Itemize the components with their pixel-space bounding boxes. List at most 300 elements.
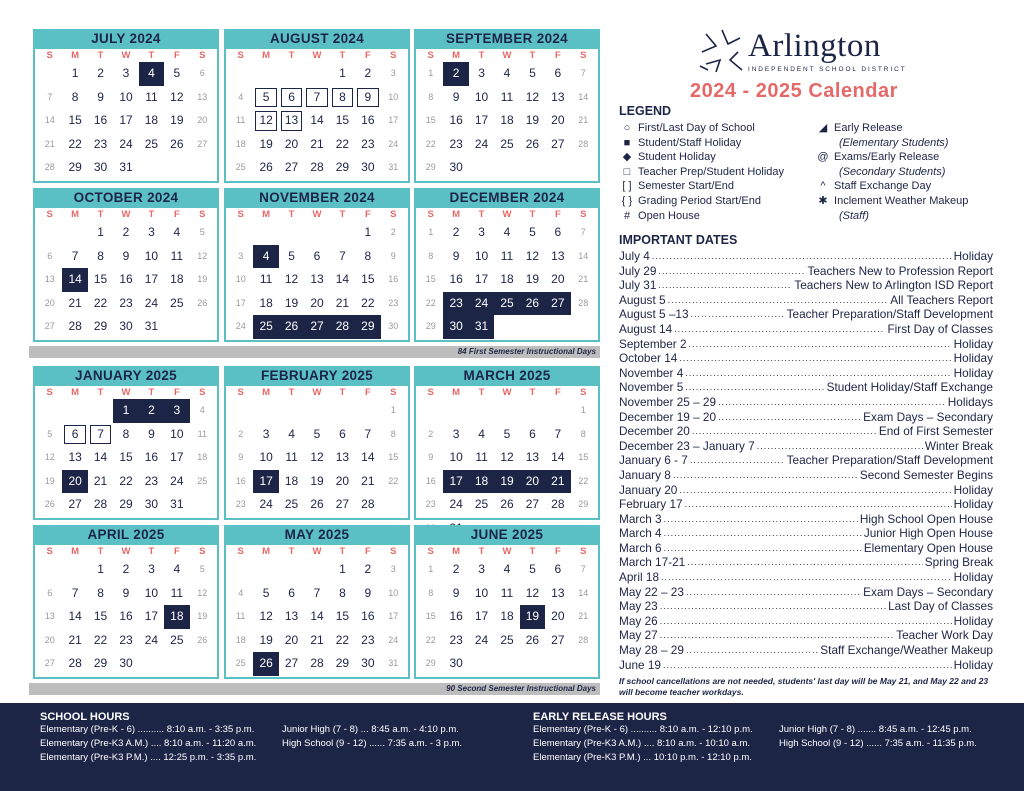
- first-semester-bar: 84 First Semester Instructional Days: [29, 346, 600, 358]
- weekday-label: S: [199, 50, 206, 61]
- school-hours-col2: [282, 723, 462, 751]
- date-label: August 14: [619, 321, 673, 336]
- weekday-label: W: [312, 50, 322, 61]
- day-cell: 13: [44, 611, 55, 622]
- day-cell: 21: [578, 274, 589, 285]
- day-cell: 17: [144, 609, 159, 624]
- day-cell: 5: [262, 585, 270, 600]
- day-cell: 29: [425, 321, 436, 332]
- day-cell: 16: [235, 475, 246, 486]
- weekday-label: T: [97, 209, 104, 220]
- day-cell: 7: [580, 227, 586, 237]
- day-cell: 22: [119, 473, 133, 488]
- day-cell: 18: [197, 452, 208, 463]
- day-cell: 6: [62, 423, 87, 447]
- day-cell: 23: [119, 632, 133, 647]
- day-cell: 11: [500, 248, 514, 263]
- date-event: Holiday: [953, 482, 993, 497]
- day-cell: 15: [425, 611, 436, 622]
- date-label: December 19 – 20: [619, 409, 717, 424]
- date-label: January 8: [619, 467, 671, 482]
- day-cell: 18: [235, 138, 246, 149]
- weekday-label: T: [288, 209, 295, 220]
- day-cell: 1: [390, 405, 396, 415]
- day-cell: 7: [71, 585, 79, 600]
- date-event: Holiday: [953, 365, 993, 380]
- day-cell: 3: [478, 66, 485, 80]
- day-cell: 14: [578, 250, 589, 261]
- day-cell: 17: [474, 272, 489, 287]
- day-cell: 19: [520, 605, 545, 629]
- day-cell: 17: [443, 470, 468, 494]
- day-cell: 9: [122, 585, 130, 600]
- date-label: January 6 - 7: [619, 453, 688, 468]
- month-header: JUNE 2025: [416, 525, 598, 545]
- day-cell: 6: [554, 225, 562, 239]
- leader-dots: [679, 351, 951, 366]
- day-cell: 27: [197, 138, 208, 149]
- day-cell: 18: [170, 272, 184, 287]
- date-event: First Day of Classes: [887, 321, 993, 336]
- leader-dots: [691, 307, 785, 322]
- day-cell: 27: [44, 658, 55, 669]
- day-cell: 12: [253, 109, 278, 133]
- day-cell: 2: [364, 66, 372, 80]
- month-header: AUGUST 2024: [226, 29, 408, 49]
- day-cell: 26: [520, 292, 545, 316]
- month-july-2024: [33, 29, 219, 183]
- day-cell: 12: [259, 609, 273, 624]
- day-cell: 2: [364, 562, 372, 576]
- weekday-label: W: [121, 209, 131, 220]
- legend-item: [815, 150, 968, 165]
- day-cell: 7: [71, 248, 79, 263]
- day-cell: 10: [474, 585, 489, 600]
- weekday-label: T: [478, 209, 485, 220]
- leader-dots: [685, 497, 952, 512]
- weekday-label: S: [199, 546, 206, 557]
- day-cell: 28: [361, 497, 375, 512]
- weekday-label: S: [237, 546, 244, 557]
- month-header: MARCH 2025: [416, 366, 598, 386]
- legend-symbol-icon: ✱: [818, 194, 828, 207]
- date-label: November 4: [619, 365, 684, 380]
- leader-dots: [652, 249, 952, 264]
- weekday-label: S: [427, 387, 434, 398]
- weekday-label: S: [580, 209, 587, 220]
- day-cell: 27: [44, 321, 55, 332]
- day-cell: 23: [361, 632, 375, 647]
- month-june-2025: [414, 525, 600, 679]
- day-cell: 26: [310, 497, 324, 512]
- day-cell: 30: [443, 315, 468, 339]
- day-cell: 26: [170, 136, 184, 151]
- day-cell: 15: [388, 452, 399, 463]
- day-cell: 4: [288, 426, 295, 441]
- hours-line: Elementary (Pre-K3 A.M.) .... 8:10 a.m. - 11:20 a.m.: [40, 738, 257, 749]
- day-cell: 20: [44, 297, 55, 308]
- day-cell: 10: [259, 450, 273, 465]
- weekday-label: W: [121, 50, 131, 61]
- day-cell: 22: [425, 297, 436, 308]
- weekday-label: T: [288, 50, 295, 61]
- early-release-title: EARLY RELEASE HOURS: [533, 711, 667, 723]
- day-cell: 2: [390, 227, 396, 237]
- day-cell: 25: [284, 497, 299, 512]
- day-cell: 21: [310, 136, 324, 151]
- leader-dots: [664, 526, 862, 541]
- day-cell: 22: [578, 475, 589, 486]
- day-cell: 26: [44, 499, 55, 510]
- weekday-label: T: [478, 546, 485, 557]
- date-label: December 20: [619, 424, 690, 439]
- day-cell: 23: [93, 136, 108, 151]
- day-cell: 18: [259, 295, 273, 310]
- leader-dots: [689, 337, 952, 352]
- weekday-label: T: [148, 50, 155, 61]
- day-cell: 15: [361, 272, 375, 287]
- day-cell: 24: [235, 321, 246, 332]
- day-cell: 6: [529, 426, 536, 441]
- day-cell: 12: [44, 452, 55, 463]
- date-label: May 22 – 23: [619, 584, 684, 599]
- month-april-2025: [33, 525, 219, 679]
- weekday-label: M: [71, 387, 80, 398]
- leader-dots: [663, 658, 952, 673]
- day-cell: 7: [364, 426, 372, 441]
- day-cell: 27: [525, 497, 540, 512]
- day-cell: 11: [475, 450, 488, 465]
- important-date-row: [619, 366, 993, 381]
- important-date-row: [619, 658, 993, 673]
- hours-line: Elementary (Pre-K3 P.M.) .... 12:25 p.m. - 3:35 p.m.: [40, 752, 257, 763]
- day-cell: 4: [503, 225, 511, 239]
- day-cell: 28: [93, 497, 108, 512]
- weekday-label: T: [339, 387, 346, 398]
- day-cell: 11: [197, 428, 207, 439]
- day-cell: 1: [428, 227, 434, 237]
- day-cell: 30: [144, 497, 159, 512]
- day-cell: 7: [304, 86, 329, 110]
- day-cell: 13: [551, 248, 565, 263]
- day-cell: 28: [310, 656, 324, 671]
- leader-dots: [664, 541, 862, 556]
- day-cell: 13: [525, 450, 540, 465]
- day-cell: 25: [235, 658, 246, 669]
- legend-symbol-icon: @: [817, 151, 829, 164]
- day-cell: 8: [71, 89, 79, 104]
- day-cell: 14: [361, 450, 375, 465]
- day-cell: 8: [97, 248, 104, 263]
- weekday-label: W: [502, 387, 512, 398]
- day-cell: 22: [335, 136, 350, 151]
- day-cell: 11: [259, 272, 273, 287]
- legend-item: [619, 165, 784, 180]
- day-cell: 30: [449, 160, 463, 175]
- day-cell: 9: [428, 452, 434, 463]
- legend-sublabel: (Elementary Students): [839, 136, 949, 149]
- day-cell: 6: [554, 562, 562, 576]
- day-cell: 20: [62, 470, 87, 494]
- day-cell: 12: [525, 585, 540, 600]
- day-cell: 8: [428, 91, 434, 102]
- day-cell: 26: [525, 632, 540, 647]
- day-cell: 26: [253, 652, 278, 676]
- day-cell: 14: [44, 115, 55, 126]
- day-cell: 18: [469, 470, 494, 494]
- day-cell: 8: [122, 426, 130, 441]
- day-cell: 21: [578, 115, 589, 126]
- legend-sublabel: (Secondary Students): [839, 165, 946, 178]
- day-cell: 10: [388, 91, 399, 102]
- date-label: October 14: [619, 351, 678, 366]
- day-cell: 9: [452, 585, 460, 600]
- day-cell: 4: [173, 225, 181, 239]
- month-may-2025: [224, 525, 410, 679]
- day-cell: 10: [144, 585, 159, 600]
- day-cell: 5: [199, 227, 205, 237]
- weekday-label: M: [262, 546, 271, 557]
- weekday-label: S: [237, 209, 244, 220]
- legend-symbol-icon: □: [623, 165, 631, 178]
- day-cell: 22: [425, 138, 436, 149]
- day-cell: 24: [449, 497, 463, 512]
- day-cell: 13: [279, 109, 304, 133]
- day-cell: 12: [310, 450, 324, 465]
- weekday-label: S: [580, 387, 587, 398]
- day-cell: 29: [119, 497, 133, 512]
- date-label: March 17-21: [619, 555, 686, 570]
- date-label: May 28 – 29: [619, 643, 684, 658]
- leader-dots: [660, 628, 895, 643]
- leader-dots: [757, 439, 923, 454]
- day-cell: 7: [313, 585, 321, 600]
- day-cell: 24: [474, 632, 489, 647]
- date-label: July 4: [619, 249, 650, 263]
- legend-item: [619, 136, 784, 151]
- day-cell: 3: [148, 562, 155, 576]
- day-cell: 19: [259, 136, 273, 151]
- day-cell: 31: [388, 658, 399, 669]
- hours-line: High School (9 - 12) ...... 7:35 a.m. - 3 p.m.: [282, 738, 463, 749]
- day-cell: 14: [578, 91, 589, 102]
- legend-label: Inclement Weather Makeup: [831, 194, 969, 207]
- day-cell: 14: [310, 113, 324, 128]
- legend-symbol-icon: #: [623, 209, 631, 222]
- day-cell: 17: [253, 470, 278, 494]
- legend-label: Grading Period Start/End: [635, 194, 761, 207]
- hours-line: Junior High (7 - 8) ... 8:45 a.m. - 4:10 p.m.: [282, 724, 459, 735]
- weekday-label: F: [364, 209, 371, 220]
- important-dates-list: [619, 249, 993, 672]
- day-cell: 10: [474, 89, 489, 104]
- date-label: August 5: [619, 292, 666, 307]
- day-cell: 10: [119, 89, 133, 104]
- day-cell: 23: [425, 499, 436, 510]
- day-cell: 15: [335, 113, 350, 128]
- legend-item: [619, 194, 784, 209]
- date-label: May 26: [619, 613, 658, 628]
- day-cell: 24: [144, 295, 159, 310]
- month-header: FEBRUARY 2025: [226, 366, 408, 386]
- day-cell: 25: [197, 475, 208, 486]
- day-cell: 17: [388, 115, 399, 126]
- legend-item: [619, 179, 784, 194]
- weekday-label: W: [502, 50, 512, 61]
- day-cell: 27: [545, 292, 570, 316]
- day-cell: 19: [259, 632, 273, 647]
- day-cell: 16: [119, 272, 133, 287]
- day-cell: 2: [452, 225, 460, 239]
- day-cell: 11: [145, 89, 158, 104]
- day-cell: 14: [310, 609, 324, 624]
- important-date-row: [619, 439, 993, 454]
- important-date-row: [619, 614, 993, 629]
- day-cell: 14: [93, 450, 108, 465]
- day-cell: 8: [428, 250, 434, 261]
- weekday-label: F: [364, 50, 371, 61]
- important-date-row: [619, 643, 993, 658]
- weekday-label: S: [580, 546, 587, 557]
- day-cell: 18: [500, 272, 514, 287]
- important-date-row: [619, 541, 993, 556]
- day-cell: 24: [469, 292, 494, 316]
- cancellation-note: If school cancellations are not needed, students' last day will be May 21, and May 22 and 23 will become teacher workdays.: [619, 676, 989, 697]
- weekday-label: T: [288, 387, 295, 398]
- day-cell: 1: [97, 225, 104, 239]
- day-cell: 24: [474, 136, 489, 151]
- day-cell: 17: [235, 297, 246, 308]
- weekday-label: S: [46, 209, 53, 220]
- day-cell: 7: [580, 68, 586, 78]
- weekday-label: S: [237, 387, 244, 398]
- day-cell: 23: [449, 136, 463, 151]
- day-cell: 30: [361, 160, 375, 175]
- important-date-row: [619, 410, 993, 425]
- month-january-2025: [33, 366, 219, 520]
- day-cell: 4: [173, 562, 181, 576]
- weekday-label: T: [339, 209, 346, 220]
- date-label: November 25 – 29: [619, 394, 717, 409]
- day-cell: 16: [449, 113, 463, 128]
- month-february-2025: [224, 366, 410, 520]
- day-cell: 9: [122, 248, 130, 263]
- day-cell: 2: [443, 62, 468, 86]
- day-cell: 9: [390, 250, 396, 261]
- date-label: July 31: [619, 278, 657, 293]
- day-cell: 29: [93, 656, 108, 671]
- day-cell: 5: [288, 248, 295, 263]
- day-cell: 19: [525, 113, 540, 128]
- weekday-label: M: [71, 546, 80, 557]
- day-cell: 11: [285, 450, 298, 465]
- weekday-label: M: [71, 50, 80, 61]
- date-event: Holiday: [953, 613, 993, 628]
- leader-dots: [690, 453, 785, 468]
- weekday-label: F: [173, 209, 180, 220]
- day-cell: 21: [68, 632, 82, 647]
- day-cell: 2: [428, 428, 434, 439]
- weekday-label: F: [554, 387, 561, 398]
- important-date-row: [619, 628, 993, 643]
- weekday-label: T: [97, 50, 104, 61]
- day-cell: 29: [578, 499, 589, 510]
- day-cell: 19: [44, 475, 55, 486]
- date-event: High School Open House: [859, 511, 993, 526]
- day-cell: 25: [500, 136, 514, 151]
- weekday-label: T: [288, 546, 295, 557]
- weekday-label: W: [502, 546, 512, 557]
- day-cell: 27: [284, 656, 299, 671]
- day-cell: 9: [238, 452, 244, 463]
- day-cell: 5: [173, 66, 181, 80]
- day-cell: 12: [500, 450, 514, 465]
- day-cell: 1: [339, 562, 346, 576]
- day-cell: 25: [170, 632, 184, 647]
- weekday-label: M: [452, 209, 461, 220]
- day-cell: 10: [474, 248, 489, 263]
- day-cell: 17: [388, 611, 399, 622]
- weekday-label: S: [46, 546, 53, 557]
- day-cell: 19: [284, 295, 299, 310]
- legend-label: Open House: [635, 209, 700, 222]
- leader-dots: [679, 483, 951, 498]
- day-cell: 1: [71, 66, 79, 80]
- weekday-label: W: [121, 546, 131, 557]
- important-date-row: [619, 483, 993, 498]
- date-event: Teacher Preparation/Staff Development: [786, 453, 993, 468]
- day-cell: 25: [500, 632, 514, 647]
- day-cell: 2: [139, 399, 164, 423]
- month-header: JANUARY 2025: [35, 366, 217, 386]
- weekday-label: S: [390, 209, 397, 220]
- day-cell: 28: [44, 162, 55, 173]
- day-cell: 3: [164, 399, 189, 423]
- legend-label: Student Holiday: [635, 151, 716, 164]
- important-date-row: [619, 497, 993, 512]
- school-hours-title: SCHOOL HOURS: [40, 711, 130, 723]
- legend-symbol-icon: ◢: [818, 122, 828, 134]
- day-cell: 16: [449, 609, 463, 624]
- day-cell: 19: [197, 611, 208, 622]
- day-cell: 14: [551, 450, 565, 465]
- leader-dots: [668, 293, 889, 308]
- weekday-label: S: [199, 387, 206, 398]
- day-cell: 27: [551, 136, 565, 151]
- date-event: Junior High Open House: [863, 526, 993, 541]
- day-cell: 11: [236, 611, 246, 622]
- day-cell: 3: [478, 225, 485, 239]
- day-cell: 3: [390, 68, 396, 78]
- month-august-2024: [224, 29, 410, 183]
- weekday-label: M: [262, 387, 271, 398]
- important-date-row: [619, 585, 993, 600]
- date-label: March 4: [619, 526, 662, 541]
- leader-dots: [718, 410, 861, 425]
- day-cell: 17: [474, 113, 489, 128]
- day-cell: 15: [425, 115, 436, 126]
- day-cell: 7: [88, 423, 113, 447]
- star-logo-icon: [694, 26, 754, 81]
- district-logo-name: Arlington: [748, 28, 881, 64]
- day-cell: 11: [500, 89, 514, 104]
- date-event: Teacher Preparation/Staff Development: [786, 307, 993, 322]
- day-cell: 8: [390, 428, 396, 439]
- day-cell: 4: [199, 405, 205, 415]
- day-cell: 15: [119, 450, 133, 465]
- day-cell: 21: [361, 473, 375, 488]
- day-cell: 25: [253, 315, 278, 339]
